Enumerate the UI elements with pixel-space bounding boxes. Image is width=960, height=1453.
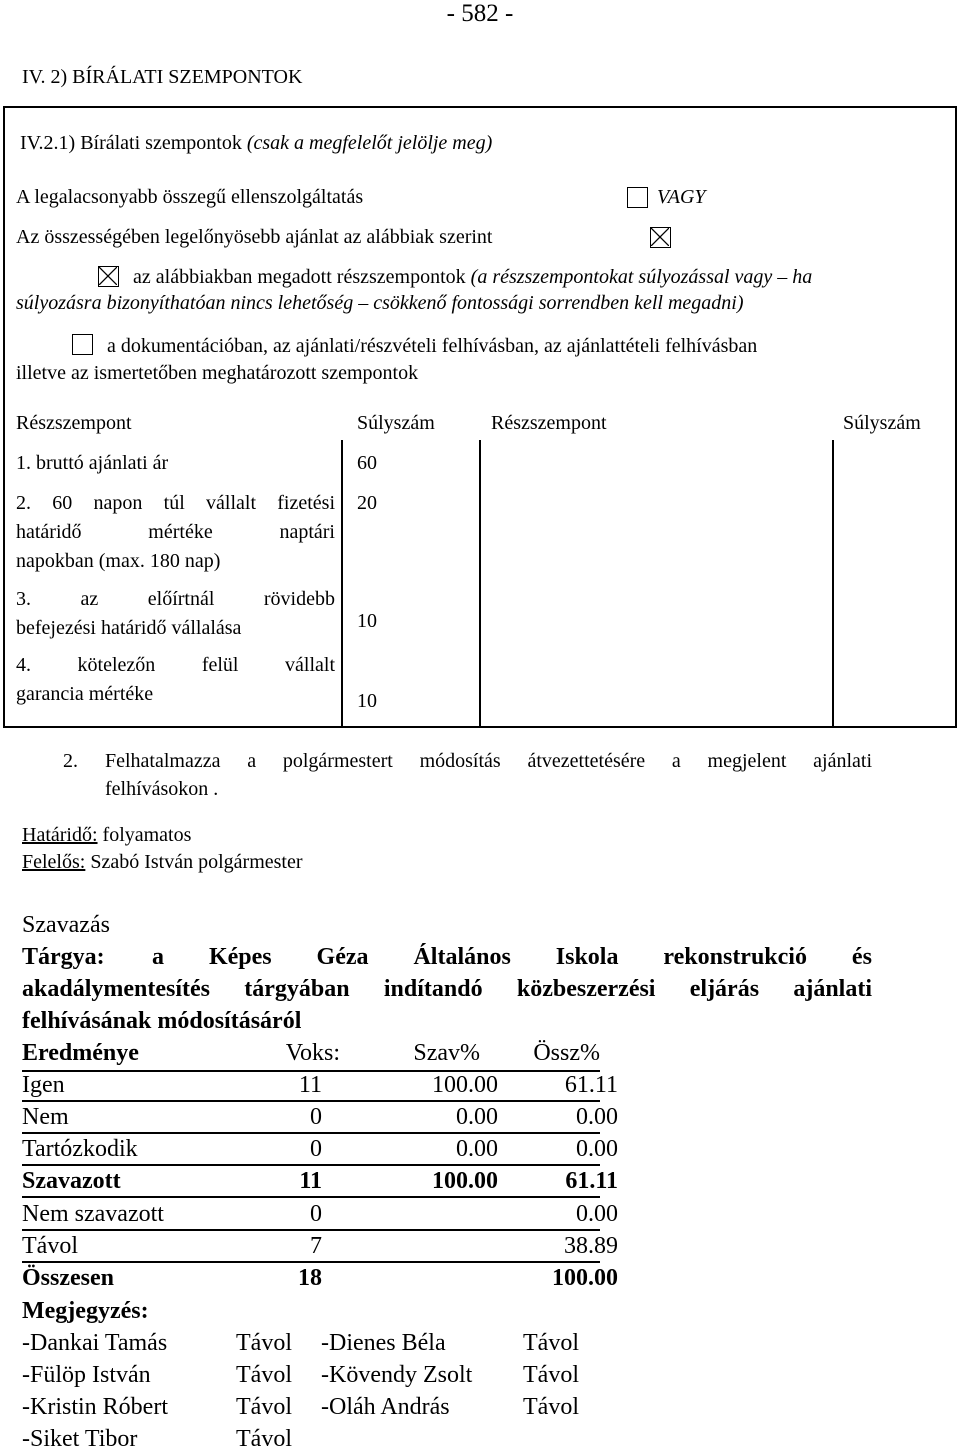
criterion-row-2-line: határidő mértéke naptári	[16, 521, 335, 543]
vote-subject-line-2: akadálymentesítés tárgyában indítandó közbeszerzési eljárás ajánlati	[22, 976, 872, 1002]
best-value-checkbox[interactable]	[650, 227, 671, 248]
subsection-number: IV.2.1)	[20, 132, 76, 154]
frame-divider-2	[479, 440, 481, 728]
notes-label: Megjegyzés:	[22, 1298, 149, 1324]
result-total-pct: 0.00	[576, 1136, 618, 1162]
result-row	[22, 1233, 618, 1263]
absent-status: Távol	[236, 1426, 292, 1452]
criterion-row-1: 1. bruttó ajánlati ár	[16, 452, 169, 474]
absent-status: Távol	[236, 1362, 292, 1388]
result-total-pct: 61.11	[564, 1072, 618, 1098]
result-row	[22, 1265, 618, 1293]
criterion-row-4	[16, 651, 335, 709]
lowest-price-checkbox[interactable]	[627, 187, 648, 208]
vote-subject-word: rekonstrukció	[663, 944, 807, 970]
result-total-pct: 61.11	[565, 1168, 618, 1194]
result-row	[22, 1201, 618, 1231]
vote-subject-word: Iskola	[555, 944, 619, 970]
result-votes: 0	[310, 1104, 322, 1130]
result-pct: 0.00	[456, 1136, 498, 1162]
criterion-row-3-line: befejezési határidő vállalása	[16, 617, 242, 639]
weight-row-3: 10	[357, 610, 377, 632]
absent-status: Távol	[236, 1394, 292, 1420]
point2-line-2: felhívásokon .	[105, 778, 219, 800]
header-criterion-2: Részszempont	[491, 412, 607, 434]
vote-subject-label: Tárgya:	[22, 944, 105, 970]
result-votes: 0	[310, 1201, 322, 1227]
header-weight-2: Súlyszám	[843, 412, 921, 434]
absent-name: -Dankai Tamás	[22, 1330, 168, 1356]
result-votes: 7	[310, 1233, 322, 1259]
option-best-value: Az összességében legelőnyösebb ajánlat az alábbiak szerint	[16, 226, 493, 248]
or-label: VAGY	[657, 186, 706, 208]
result-votes: 18	[298, 1265, 322, 1291]
criterion-row-2	[16, 489, 335, 576]
vote-subject-word: a	[152, 944, 164, 970]
criterion-row-4-line: 4. kötelezőn felül vállalt	[16, 654, 335, 676]
point2-number: 2.	[63, 750, 78, 772]
result-pct: 100.00	[432, 1072, 498, 1098]
result-total-pct: 38.89	[564, 1233, 618, 1259]
responsible-line	[22, 851, 303, 874]
result-row	[22, 1072, 618, 1102]
subcriteria-note-line-2: súlyozásra bizonyíthatóan nincs lehetőség – csökkenő fontossági sorrendben kell megadni)	[16, 292, 744, 314]
checkbox-cross-icon	[651, 228, 669, 246]
vote-subject-word: Általános	[413, 944, 511, 970]
absent-name: -Oláh András	[321, 1394, 450, 1420]
point2-line-1: Felhatalmazza a polgármestert módosítás átvezettetésére a megjelent ajánlati	[105, 750, 872, 772]
vote-subject-line-1	[22, 944, 872, 971]
absent-name: -Fülöp István	[22, 1362, 151, 1388]
documentation-checkbox[interactable]	[72, 334, 93, 355]
col-total-pct: Össz%	[533, 1040, 600, 1066]
result-row	[22, 1136, 618, 1166]
documentation-line-2: illetve az ismertetőben meghatározott szempontok	[16, 362, 419, 384]
subsection-heading	[20, 132, 492, 155]
result-total-pct: 0.00	[576, 1201, 618, 1227]
frame-divider-1	[341, 440, 343, 728]
vote-subject-words	[152, 944, 872, 971]
result-label: Igen	[22, 1072, 65, 1098]
result-label: Nem szavazott	[22, 1201, 164, 1227]
frame-divider-3	[832, 440, 834, 728]
absent-status: Távol	[236, 1330, 292, 1356]
vote-subject-line-3: felhívásának módosításáról	[22, 1008, 302, 1034]
documentation-line-1: a dokumentációban, az ajánlati/részvételi felhívásban, az ajánlattételi felhívásban	[107, 335, 758, 357]
subcriteria-text: az alábbiakban megadott részszempontok	[133, 266, 466, 288]
result-label: Nem	[22, 1104, 69, 1130]
header-criterion-1: Részszempont	[16, 412, 132, 434]
result-label: Távol	[22, 1233, 78, 1259]
absent-name: -Siket Tibor	[22, 1426, 138, 1452]
header-weight-1: Súlyszám	[357, 412, 435, 434]
criterion-row-4-line: garancia mértéke	[16, 683, 154, 705]
result-votes: 11	[298, 1072, 322, 1098]
weight-row-1: 60	[357, 452, 377, 474]
col-votes: Voks:	[285, 1040, 340, 1066]
weight-row-4: 10	[357, 690, 377, 712]
absent-name: -Kövendy Zsolt	[321, 1362, 473, 1388]
result-row	[22, 1104, 618, 1134]
criterion-row-2-line: 2. 60 napon túl vállalt fizetési	[16, 492, 335, 514]
subsection-note: (csak a megfelelőt jelölje meg)	[246, 132, 493, 154]
absent-name: -Kristin Róbert	[22, 1394, 168, 1420]
weight-row-2: 20	[357, 492, 377, 514]
subcriteria-line-1	[133, 266, 812, 289]
responsible-value: Szabó István polgármester	[90, 851, 303, 873]
vote-subject-word: Géza	[316, 944, 369, 970]
result-label: Tartózkodik	[22, 1136, 138, 1162]
result-pct: 100.00	[432, 1168, 498, 1194]
absent-status: Távol	[523, 1362, 579, 1388]
vote-heading: Szavazás	[22, 912, 110, 938]
result-row	[22, 1168, 618, 1198]
subsection-title: Bírálati szempontok	[80, 132, 242, 154]
absent-status: Távol	[523, 1330, 579, 1356]
result-pct: 0.00	[456, 1104, 498, 1130]
criterion-row-3-line: 3. az előírtnál rövidebb	[16, 588, 335, 610]
results-header	[22, 1040, 600, 1072]
subcriteria-note: (a részszempontokat súlyozással vagy – ha	[470, 266, 813, 288]
result-votes: 11	[299, 1168, 322, 1194]
result-total-pct: 0.00	[576, 1104, 618, 1130]
section-title: IV. 2) BÍRÁLATI SZEMPONTOK	[22, 66, 303, 88]
subcriteria-checkbox[interactable]	[98, 266, 119, 287]
col-pct: Szav%	[413, 1040, 480, 1066]
deadline-label: Határidő:	[22, 824, 98, 846]
deadline-value: folyamatos	[102, 824, 192, 846]
result-label: Szavazott	[22, 1168, 121, 1194]
checkbox-cross-icon	[99, 267, 117, 285]
vote-subject-word: és	[851, 944, 872, 970]
deadline-line	[22, 824, 191, 847]
col-result: Eredménye	[22, 1040, 139, 1066]
result-label: Összesen	[22, 1265, 114, 1291]
absent-name: -Dienes Béla	[321, 1330, 446, 1356]
vote-subject-word: Képes	[208, 944, 272, 970]
result-total-pct: 100.00	[552, 1265, 618, 1291]
criterion-row-2-line: napokban (max. 180 nap)	[16, 550, 221, 572]
absent-status: Távol	[523, 1394, 579, 1420]
criterion-row-3	[16, 585, 335, 643]
option-lowest-price: A legalacsonyabb összegű ellenszolgáltatás	[16, 186, 364, 208]
result-votes: 0	[310, 1136, 322, 1162]
page-number: - 582 -	[446, 0, 514, 27]
responsible-label: Felelős:	[22, 851, 86, 873]
